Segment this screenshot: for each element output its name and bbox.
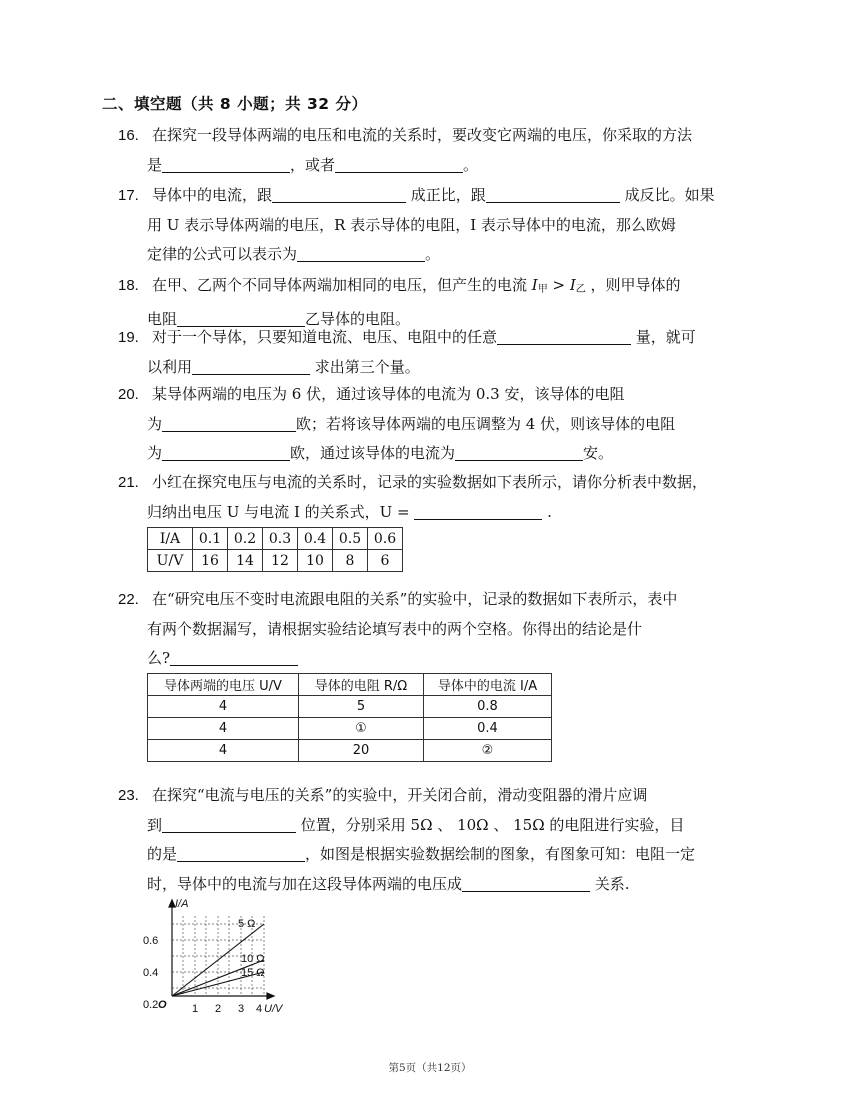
y-tick: 0.4	[143, 967, 159, 979]
text: 到	[147, 815, 163, 834]
text: 么?	[147, 649, 171, 667]
table-cell: ②	[424, 740, 552, 762]
table-cell: 4	[148, 718, 299, 740]
answer-blank[interactable]	[162, 814, 296, 833]
column-header: 导体两端的电压 U/V	[148, 674, 299, 696]
answer-blank[interactable]	[497, 326, 631, 345]
answer-blank[interactable]	[486, 184, 620, 203]
answer-blank[interactable]	[455, 442, 583, 461]
answer-blank[interactable]	[414, 501, 542, 520]
table-cell: 16	[193, 550, 228, 572]
table-cell: 5	[299, 696, 424, 718]
subscript: 乙	[575, 284, 586, 295]
answer-blank[interactable]	[335, 154, 463, 173]
text: 。	[463, 155, 479, 174]
text: ，或者	[290, 155, 336, 174]
text: 导体中的电流，跟	[152, 186, 273, 204]
text: 对于一个导体，只要知道电流、电压、电阻中的任意	[152, 328, 498, 346]
text: 是	[147, 155, 163, 174]
question-22	[118, 585, 778, 674]
question-text: 在探究一段导体两端的电压和电流的关系时，要改变它两端的电压，你采取的方法	[152, 126, 693, 144]
table-cell: 0.5	[333, 528, 368, 550]
text: 成反比。如果	[619, 186, 715, 204]
symbol: I	[569, 276, 576, 294]
x-tick: 3	[238, 1003, 245, 1015]
text: 某导体两端的电压为 6 伏，通过该导体的电流为 0.3 安，该导体的电阻	[152, 385, 625, 403]
table-cell: 0.6	[368, 528, 403, 550]
x-tick: 4	[256, 1003, 263, 1015]
table-cell: 0.4	[298, 528, 333, 550]
question-number: 22.	[118, 591, 139, 608]
line-label: 10 Ω	[241, 953, 265, 965]
answer-blank[interactable]	[162, 154, 290, 173]
text: 为	[147, 414, 163, 433]
text: 在甲、乙两个不同导体两端加相同的电压，但产生的电流	[152, 276, 532, 294]
table-row	[148, 550, 403, 572]
section-title: 二、填空题（共 8 小题；共 32 分）	[102, 95, 368, 113]
text: 时，导体中的电流与加在这段导体两端的电压成	[147, 874, 463, 893]
answer-blank[interactable]	[192, 356, 310, 375]
table-cell: 14	[228, 550, 263, 572]
axes	[169, 900, 274, 999]
origin-label: O	[158, 999, 167, 1011]
table-cell: 0.8	[424, 696, 552, 718]
data-table-22	[147, 673, 552, 762]
question-23	[118, 781, 778, 899]
text: 为	[147, 444, 163, 462]
question-number: 19.	[118, 329, 139, 346]
answer-blank[interactable]	[297, 243, 425, 262]
table-cell: 8	[333, 550, 368, 572]
question-number: 17.	[118, 187, 139, 204]
text: 在“研究电压不变时电流跟电阻的关系”的实验中，记录的数据如下表所示，表中	[152, 590, 678, 608]
table-cell: 10	[298, 550, 333, 572]
table-cell: 0.2	[228, 528, 263, 550]
table-cell: 4	[148, 740, 299, 762]
answer-blank[interactable]	[170, 647, 298, 666]
table-cell: 0.1	[193, 528, 228, 550]
text: 乙导体的电阻。	[305, 309, 411, 328]
table-cell: 0.3	[263, 528, 298, 550]
table-row	[148, 740, 552, 762]
answer-blank[interactable]	[162, 413, 296, 432]
text: 欧，通过该导体的电流为	[290, 444, 456, 462]
text: 电阻	[147, 309, 178, 328]
text: 求出第三个量。	[310, 357, 420, 376]
answer-blank[interactable]	[462, 873, 590, 892]
answer-blank[interactable]	[177, 843, 305, 862]
text: ，如图是根据实验数据绘制的图象，有图象可知：电阻一定	[305, 845, 696, 863]
question-21	[118, 468, 778, 527]
y-tick: 0.6	[143, 935, 159, 947]
text: 安。	[583, 444, 614, 462]
text: 小红在探究电压与电流的关系时，记录的实验数据如下表所示，请你分析表中数据，	[152, 473, 708, 491]
table-cell: 4	[148, 696, 299, 718]
text: 定律的公式可以表示为	[147, 245, 298, 263]
table-cell: 6	[368, 550, 403, 572]
text: 成正比，跟	[406, 186, 486, 204]
question-number: 18.	[118, 277, 139, 294]
table-cell: 20	[299, 740, 424, 762]
table-cell: U/V	[148, 550, 193, 572]
x-axis-label: U/V	[264, 1003, 283, 1015]
question-16	[118, 121, 778, 180]
table-row	[148, 696, 552, 718]
text: 用 U 表示导体两端的电压，R 表示导体的电阻，I 表示导体中的电流，那么欧姆	[147, 215, 676, 234]
text: 关系.	[590, 874, 630, 893]
table-header-row	[148, 674, 552, 696]
text: ，则甲导体的	[585, 276, 681, 294]
x-tick: 1	[192, 1003, 199, 1015]
question-17	[118, 181, 778, 270]
symbol: I	[531, 276, 538, 294]
text: >	[547, 276, 570, 294]
text: 归纳出电压 U 与电流 I 的关系式，U =	[147, 502, 415, 521]
answer-blank[interactable]	[272, 184, 406, 203]
table-row	[148, 528, 403, 550]
text: 。	[425, 245, 441, 263]
text: 量，就可	[631, 328, 696, 346]
table-cell: 0.4	[424, 718, 552, 740]
column-header: 导体的电阻 R/Ω	[299, 674, 424, 696]
question-20	[118, 380, 778, 469]
question-number: 16.	[118, 127, 139, 144]
text: 的是	[147, 845, 178, 863]
x-tick: 2	[215, 1003, 222, 1015]
iv-graph	[140, 896, 300, 1021]
table-cell: 12	[263, 550, 298, 572]
column-header: 导体中的电流 I/A	[424, 674, 552, 696]
text: 位置，分别采用 5Ω 、 10Ω 、 15Ω 的电阻进行实验，目	[296, 815, 685, 834]
text: .	[542, 502, 552, 521]
table-cell: I/A	[148, 528, 193, 550]
table-row	[148, 718, 552, 740]
question-number: 21.	[118, 474, 139, 491]
text: 在探究“电流与电压的关系”的实验中，开关闭合前，滑动变阻器的滑片应调	[152, 786, 648, 804]
y-axis-label: I/A	[175, 898, 189, 910]
y-tick: 0.2	[143, 999, 159, 1011]
text: 以利用	[147, 357, 193, 376]
line-label: 5 Ω	[238, 918, 256, 930]
subscript: 甲	[537, 284, 548, 295]
text: 欧；若将该导体两端的电压调整为 4 伏，则该导体的电阻	[296, 414, 676, 433]
question-19	[118, 323, 778, 382]
table-cell: ①	[299, 718, 424, 740]
line-label: 15 Ω	[241, 967, 265, 979]
page-footer: 第5页（共12页）	[388, 1062, 472, 1074]
question-number: 20.	[118, 386, 139, 403]
answer-blank[interactable]	[162, 442, 290, 461]
question-number: 23.	[118, 787, 139, 804]
data-table-21	[147, 527, 403, 572]
text: 有两个数据漏写，请根据实验结论填写表中的两个空格。你得出的结论是什	[147, 619, 643, 638]
